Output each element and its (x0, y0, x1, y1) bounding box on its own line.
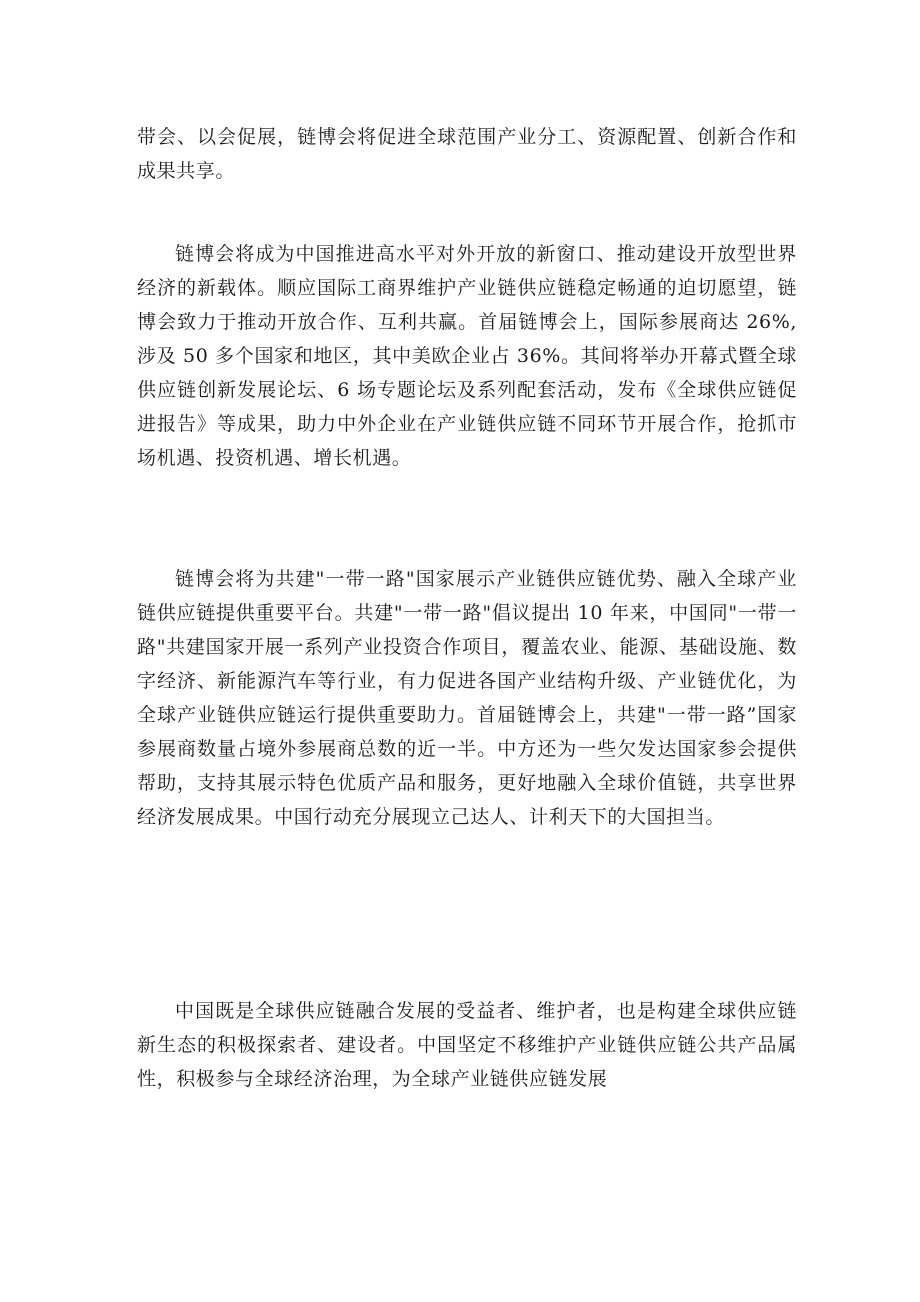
paragraph-continued (137, 120, 797, 188)
paragraph-text-0: 带会、以会促展，链博会将促进全球范围产业分工、资源配置、创新合作和成果共享。 (137, 126, 797, 182)
paragraph-supply-chain-expo-window (137, 237, 797, 475)
paragraph-belt-and-road (137, 562, 797, 834)
paragraph-china-role (137, 994, 797, 1096)
paragraph-text-1: 链博会将成为中国推进高水平对外开放的新窗口、推动建设开放型世界经济的新载体。顺应国际工商界维护产业链供应链稳定畅通的迫切愿望，链博会致力于推动开放合作、互利共赢。首届链博会上，国际参展商达 26%,涉及 50 多个国家和地区，其中美欧企业占 36%。其间将举办开幕式暨全球供应链创新发展论坛、6 场专题论坛及系列配套活动，发布《全球供应链促进报告》等成果，助力中外企业在产业链供应链不同环节开展合作，抢抓市场机遇、投资机遇、增长机遇。 (137, 243, 797, 469)
paragraph-text-3: 中国既是全球供应链融合发展的受益者、维护者，也是构建全球供应链新生态的积极探索者、建设者。中国坚定不移维护产业链供应链公共产品属性，积极参与全球经济治理，为全球产业链供应链发展 (137, 1000, 797, 1090)
paragraph-text-2: 链博会将为共建"一带一路"国家展示产业链供应链优势、融入全球产业链供应链提供重要平台。共建"一带一路"倡议提出 10 年来，中国同"一带一路"共建国家开展一系列产业投资合作项目，覆盖农业、能源、基础设施、数字经济、新能源汽车等行业，有力促进各国产业结构升级、产业链优化，为全球产业链供应链运行提供重要助力。首届链博会上，共建"一带一路”国家参展商数量占境外参展商总数的近一半。中方还为一些欠发达国家参会提供帮助，支持其展示特色优质产品和服务，更好地融入全球价值链，共享世界经济发展成果。中国行动充分展现立己达人、计利天下的大国担当。 (137, 568, 797, 828)
